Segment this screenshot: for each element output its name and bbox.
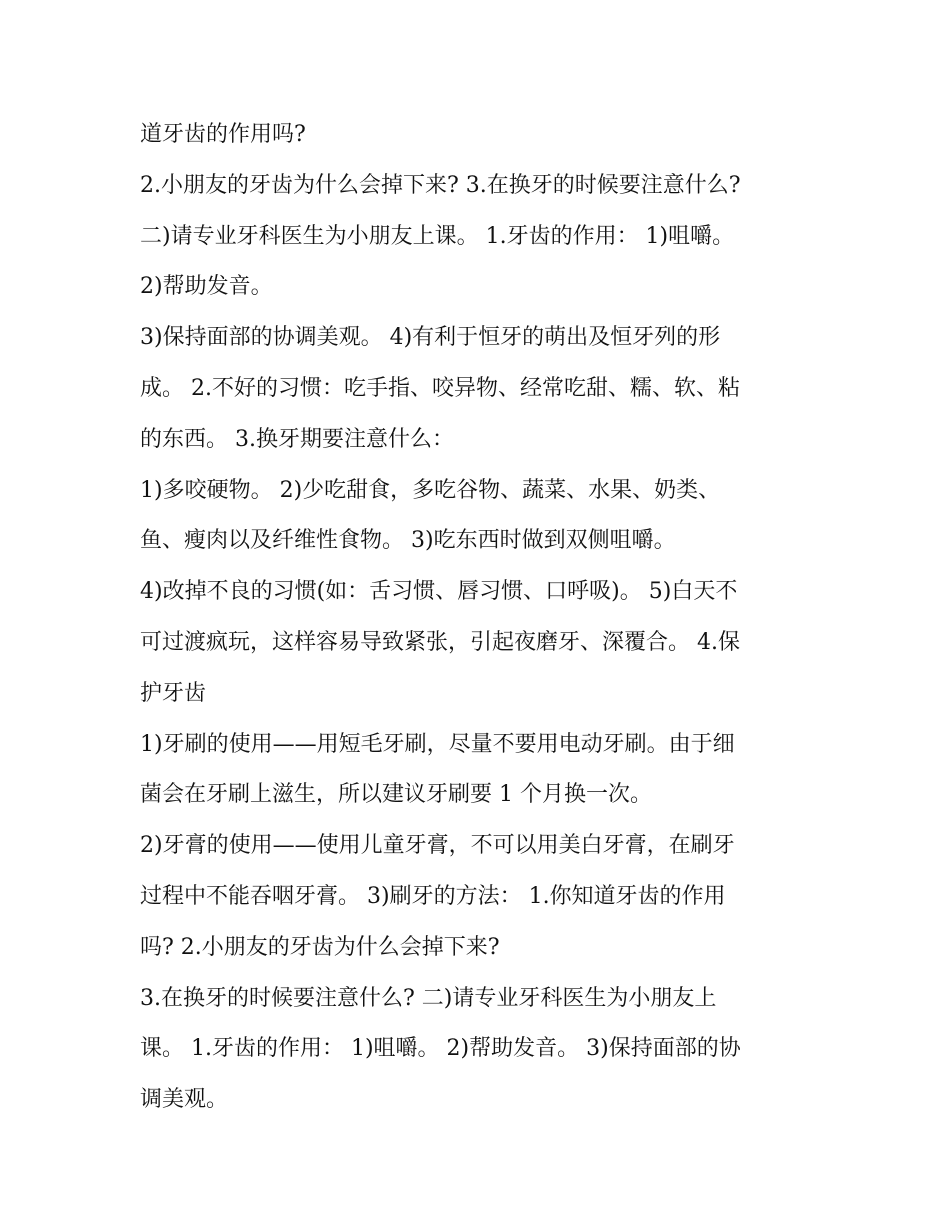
text-line: 二)请专业牙科医生为小朋友上课。 1.牙齿的作用： 1)咀嚼。	[140, 223, 735, 249]
text-line: 护牙齿	[140, 680, 207, 706]
text-line: 可过渡疯玩，这样容易导致紧张，引起夜磨牙、深覆合。 4.保	[140, 629, 740, 655]
text-line: 2)牙膏的使用——使用儿童牙膏，不可以用美白牙膏，在刷牙	[140, 833, 735, 859]
text-line: 1)多咬硬物。 2)少吃甜食，多吃谷物、蔬菜、水果、奶类、	[140, 477, 721, 503]
text-line: 过程中不能吞咽牙膏。 3)刷牙的方法： 1.你知道牙齿的作用	[140, 883, 726, 909]
text-line: 3)保持面部的协调美观。 4)有利于恒牙的萌出及恒牙列的形	[140, 325, 721, 351]
text-line: 3.在换牙的时候要注意什么? 二)请专业牙科医生为小朋友上	[140, 985, 717, 1011]
text-line: 2)帮助发音。	[140, 274, 273, 300]
document-body	[140, 110, 840, 1126]
text-line: 课。 1.牙齿的作用： 1)咀嚼。 2)帮助发音。 3)保持面部的协	[140, 1036, 741, 1062]
text-line: 4)改掉不良的习惯(如：舌习惯、唇习惯、口呼吸)。 5)白天不	[140, 579, 738, 605]
text-line: 吗? 2.小朋友的牙齿为什么会掉下来?	[140, 934, 500, 960]
text-line: 鱼、瘦肉以及纤维性食物。 3)吃东西时做到双侧咀嚼。	[140, 528, 676, 554]
text-line: 的东西。 3.换牙期要注意什么：	[140, 426, 454, 452]
text-line: 2.小朋友的牙齿为什么会掉下来? 3.在换牙的时候要注意什么?	[140, 172, 741, 198]
text-line: 1)牙刷的使用——用短毛牙刷，尽量不要用电动牙刷。由于细	[140, 731, 735, 757]
text-line: 道牙齿的作用吗?	[140, 122, 306, 147]
text-line: 成。 2.不好的习惯：吃手指、咬异物、经常吃甜、糯、软、粘	[140, 375, 740, 401]
text-line: 调美观。	[140, 1087, 229, 1113]
text-line: 菌会在牙刷上滋生，所以建议牙刷要 1 个月换一次。	[140, 782, 652, 808]
